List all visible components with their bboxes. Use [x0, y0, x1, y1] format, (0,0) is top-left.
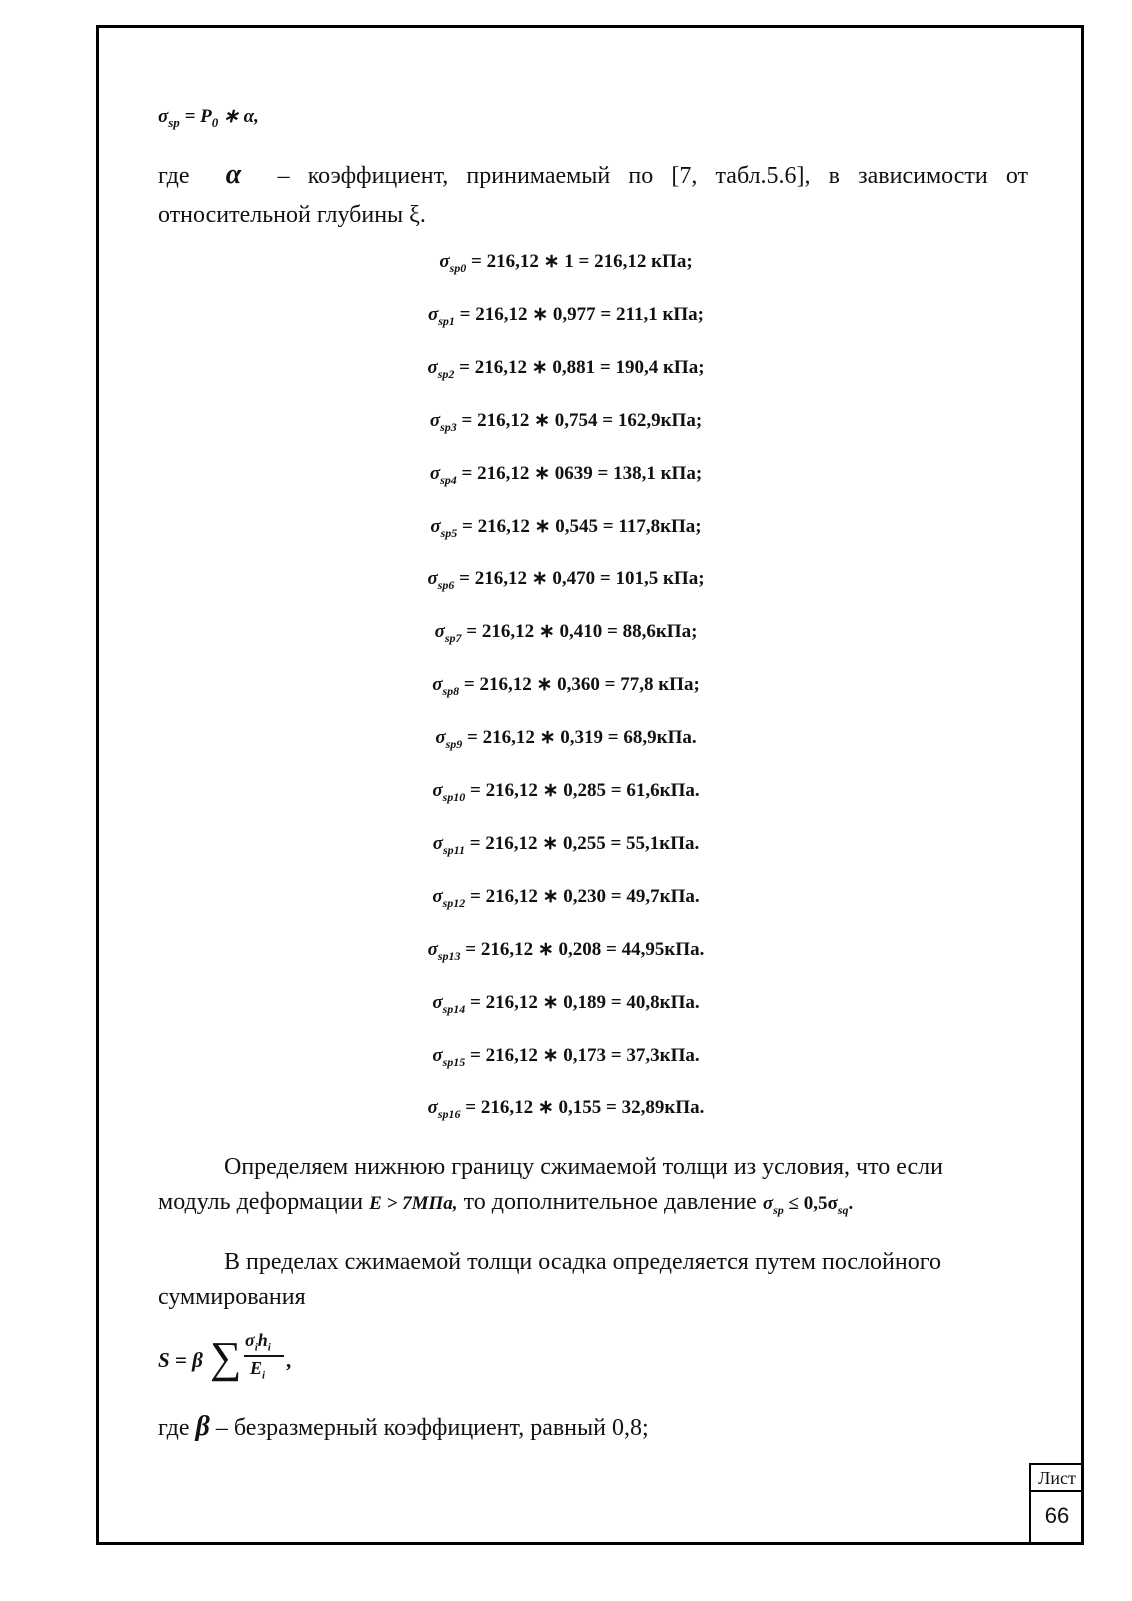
paragraph-alpha-definition: где α – коэффициент, принимаемый по [7, табл.5.6], в зависимости от [158, 159, 1029, 190]
sigma-symbol: σ [439, 251, 450, 272]
equation-expression: = 216,12 ∗ 0,470 = 101,5 кПа; [454, 568, 705, 590]
alpha-symbol: α [225, 159, 242, 190]
equation-subscript: sp9 [445, 736, 463, 751]
equation-expression: = 216,12 ∗ 0,977 = 211,1 кПа; [454, 303, 704, 325]
equation-row [0, 779, 1132, 805]
equation-row [0, 515, 1132, 541]
sigma-symbol: σ [432, 991, 443, 1013]
equation-row [0, 356, 1132, 382]
modulus-condition: E > 7МПа, [369, 1193, 458, 1214]
sigma-symbol: σ [429, 409, 441, 431]
sheet-number: 66 [1044, 1503, 1070, 1528]
equation-subscript: sp4 [440, 472, 457, 487]
sigma-symbol: σ [430, 515, 441, 537]
sigma-symbol: σ [434, 621, 445, 643]
equation-expression: = 216,12 ∗ 0,173 = 37,3кПа. [465, 1044, 700, 1066]
equation-expression: = 216,12 ∗ 0,189 = 40,8кПа. [465, 991, 700, 1013]
equation-expression: = 216,12 ∗ 0,255 = 55,1кПа. [464, 832, 700, 854]
equation-row [0, 462, 1132, 488]
sigma-symbol: σ [427, 938, 438, 960]
formula-sigma-sp: $\sigma_{sp} = P_0$ ∗ α, [158, 106, 259, 130]
sigma-symbol: σ [435, 727, 446, 749]
paragraph-settlement-line2: суммирования [158, 1284, 306, 1310]
sigma-symbol: σ [432, 780, 443, 801]
equation-row [0, 567, 1132, 593]
beta-symbol: β [195, 1411, 210, 1442]
equation-row [0, 673, 1132, 699]
paragraph-lower-boundary-line2: модуль деформации E > 7МПа, то дополнительное давление $\sigma_{sp} \le 0,5\sigma_{sq}$. [158, 1189, 854, 1217]
equation-expression: = 216,12 ∗ 0,360 = 77,8 кПа; [459, 674, 700, 696]
sigma-symbol: σ [432, 674, 443, 696]
equation-subscript: sp7 [444, 631, 462, 646]
equation-subscript: sp14 [442, 1001, 466, 1016]
equation-subscript: sp2 [437, 366, 455, 381]
equation-row [0, 620, 1132, 646]
equation-expression: = 216,12 ∗ 0,881 = 190,4 кПа; [454, 356, 705, 378]
equation-subscript: sp10 [442, 789, 466, 804]
equation-subscript: sp3 [440, 419, 457, 434]
equation-expression: = 216,12 ∗ 0,319 = 68,9кПа. [462, 727, 697, 749]
equation-subscript: sp12 [442, 895, 466, 910]
equation-expression: = 216,12 ∗ 1 = 216,12 кПа; [466, 251, 693, 272]
equation-row [0, 303, 1132, 329]
equation-subscript: sp1 [438, 313, 455, 328]
paragraph-beta-definition: где β – безразмерный коэффициент, равный 0,8; [158, 1411, 649, 1442]
equation-row [0, 409, 1132, 435]
equation-subscript: sp6 [437, 578, 455, 593]
equation-expression: = 216,12 ∗ 0,155 = 32,89кПа. [460, 1097, 705, 1119]
sigma-symbol: σ [432, 885, 443, 907]
equation-row [0, 250, 1132, 276]
sigma-symbol: σ [427, 568, 438, 590]
equation-subscript: sp5 [440, 525, 458, 540]
equation-row [0, 832, 1132, 858]
equation-expression: = 216,12 ∗ 0,208 = 44,95кПа. [460, 938, 705, 960]
equation-subscript: sp15 [442, 1054, 466, 1069]
equation-expression: = 216,12 ∗ 0,410 = 88,6кПа; [461, 621, 698, 643]
equation-expression: = 216,12 ∗ 0639 = 138,1 кПа; [456, 462, 703, 484]
equation-subscript: sp16 [437, 1107, 461, 1122]
equation-expression: = 216,12 ∗ 0,285 = 61,6кПа. [465, 780, 700, 801]
sheet-label: Лист [1031, 1466, 1083, 1492]
pressure-condition: $\sigma_{sp} \le 0,5\sigma_{sq}$. [762, 1193, 854, 1217]
sigma-symbol: σ [432, 1044, 443, 1066]
equation-expression: = 216,12 ∗ 0,754 = 162,9кПа; [456, 409, 703, 431]
sigma-symbol: σ [428, 303, 439, 325]
sigma-symbol: σ [429, 462, 441, 484]
equation-expression: = 216,12 ∗ 0,545 = 117,8кПа; [457, 515, 702, 537]
equation-subscript: sp11 [442, 842, 465, 857]
equation-row [0, 726, 1132, 752]
equation-subscript: sp13 [437, 948, 461, 963]
equation-row [0, 885, 1132, 911]
paragraph-alpha-definition-line2: относительной глубины ξ. [158, 202, 426, 228]
equation-row [0, 938, 1132, 964]
equation-row [0, 1096, 1132, 1122]
equation-expression: = 216,12 ∗ 0,230 = 49,7кПа. [465, 885, 700, 907]
paragraph-settlement: В пределах сжимаемой толщи осадка определяется путем послойного [224, 1249, 941, 1275]
equation-row [0, 991, 1132, 1017]
sigma-symbol: σ [432, 832, 443, 854]
equation-row [0, 1044, 1132, 1070]
sigma-symbol: σ [427, 1097, 438, 1119]
sigma-symbol: σ [427, 356, 438, 378]
paragraph-lower-boundary: Определяем нижнюю границу сжимаемой толщи из условия, что если [224, 1154, 943, 1180]
equation-subscript: sp0 [449, 260, 467, 275]
equation-subscript: sp8 [442, 683, 460, 698]
